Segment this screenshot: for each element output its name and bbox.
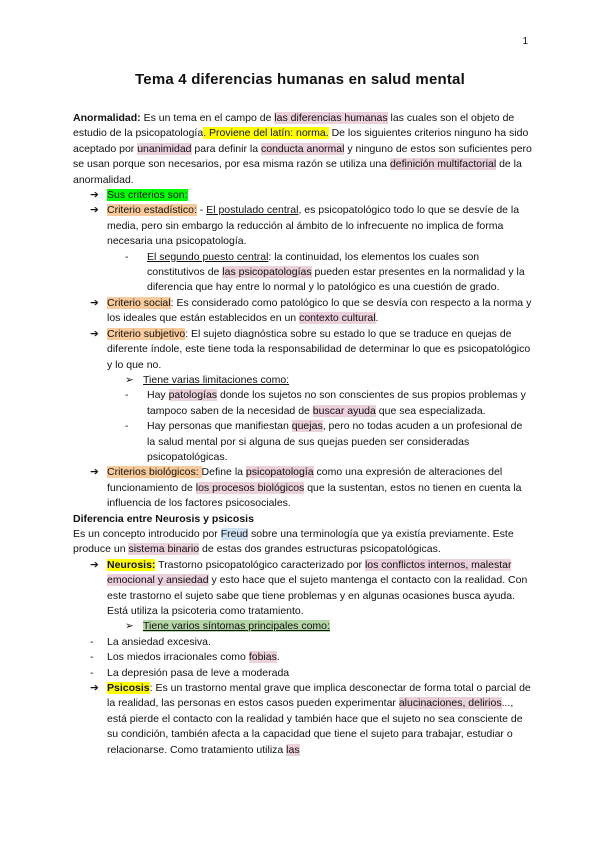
- text: Es un tema en el campo de: [140, 112, 275, 124]
- paragraph-freud: [73, 527, 533, 558]
- underlined-text: El postulado central: [206, 204, 299, 217]
- highlight: conducta anormal: [260, 142, 345, 155]
- highlight: patologías: [168, 389, 218, 402]
- highlight: Neurosis:: [107, 558, 156, 571]
- text: para definir la: [191, 142, 261, 155]
- highlight: quejas: [291, 420, 323, 433]
- text: ..., está pierde el contacto con la realidad y también hace que el sujeto no sea consciente de su condición, también afecta a la capacidad que tiene el sujeto para trabajar, estudiar o relacionarse. Como tratamiento utiliza: [107, 697, 523, 756]
- highlight: las psicopatologías: [222, 266, 312, 279]
- text: , pero no todas acuden a un profesional de la salud mental por si alguna de sus quejas pueden ser consideradas psicopatológicas.: [147, 420, 523, 463]
- arrow-bullet-icon: ➔: [90, 466, 99, 479]
- list-item: [73, 619, 533, 634]
- document-body: [73, 111, 533, 758]
- highlight: Criterio subjetivo: [107, 327, 186, 340]
- text: De los siguientes criterios ninguno ha sido aceptado por: [73, 127, 529, 155]
- text: -: [196, 204, 207, 217]
- text: Es un concepto introducido por: [73, 527, 221, 540]
- list-item: [73, 419, 533, 465]
- text: Hay: [147, 389, 169, 402]
- text: que sea especializada.: [375, 404, 486, 417]
- triangle-bullet-icon: ➢: [125, 373, 134, 386]
- list-item: [73, 373, 533, 388]
- text: : Es considerado como patológico lo que se desvía con respecto a la norma y los ideales que están establecidos en un: [107, 296, 532, 325]
- text: que la sustentan, estos no tienen en cuenta la influencia de los factores psicosociales.: [107, 481, 522, 510]
- highlight: Tiene varios síntomas principales como:: [143, 620, 330, 633]
- text: , es psicopatológico todo lo que se desvíe de la media, pero sin embargo la reducción al ámbito de lo infrecuente no implica de forma necesaria una psicopatología.: [107, 204, 520, 248]
- text: La depresión pasa de leve a moderada: [107, 666, 290, 679]
- text: Hay personas que manifiestan: [147, 420, 292, 433]
- text: : la continuidad, los elementos los cuales son constitutivos de: [147, 250, 480, 279]
- dash-bullet-icon: -: [125, 420, 129, 433]
- highlight: unanimidad: [137, 142, 192, 155]
- underlined-text: Tiene varias limitaciones como:: [143, 373, 290, 386]
- list-item: [73, 250, 533, 296]
- text: Los miedos irracionales como: [107, 651, 249, 664]
- highlight: Freud: [220, 527, 249, 540]
- highlight: buscar ayuda: [312, 404, 376, 417]
- highlight: definición multifactorial: [389, 158, 497, 171]
- highlight: . Proviene del latín: norma.: [203, 127, 329, 140]
- highlight: las: [286, 743, 300, 756]
- dash-bullet-icon: -: [90, 635, 94, 648]
- list-item: [73, 666, 533, 681]
- text: Trastorno psicopatológico caracterizado por: [155, 558, 365, 571]
- text: .: [276, 651, 280, 664]
- triangle-bullet-icon: ➢: [125, 620, 134, 633]
- text: sobre una terminología que ya existía previamente. Este produce un: [73, 527, 514, 556]
- highlight: Criterios biológicos:: [107, 466, 202, 479]
- list-item: [73, 188, 533, 203]
- highlight: Criterio social: [107, 296, 171, 309]
- list-item: [73, 203, 533, 249]
- highlight: psicopatología: [245, 466, 314, 479]
- text: La ansiedad excesiva.: [107, 635, 211, 648]
- dash-bullet-icon: -: [90, 666, 94, 679]
- text: de estas dos grandes estructuras psicopatológicas.: [199, 543, 441, 556]
- term-anormalidad: Anormalidad:: [73, 112, 141, 124]
- arrow-bullet-icon: ➔: [90, 682, 99, 695]
- text: Define la: [201, 466, 246, 479]
- underlined-text: El segundo puesto central: [147, 250, 269, 263]
- highlight: sistema binario: [128, 543, 200, 556]
- arrow-bullet-icon: ➔: [90, 296, 99, 309]
- arrow-bullet-icon: ➔: [90, 189, 99, 202]
- highlight: Criterio estadístico:: [107, 204, 197, 217]
- list-item: [73, 327, 533, 373]
- highlight: Sus criterios son:: [107, 189, 188, 202]
- text: pueden estar presentes en la normalidad y la diferencia que hay entre lo normal y lo patológico es una cuestión de grado.: [147, 266, 525, 294]
- list-item: [73, 296, 533, 327]
- text: y ninguno de estos son suficientes pero se usan porque son necesarios, por esa misma razón se utiliza una: [73, 142, 532, 171]
- paragraph-anormalidad: [73, 111, 533, 188]
- highlight: las diferencias humanas: [274, 112, 388, 124]
- highlight: contexto cultural: [299, 312, 376, 325]
- arrow-bullet-icon: ➔: [90, 204, 99, 217]
- text: .: [375, 312, 379, 325]
- section-heading: Diferencia entre Neurosis y psicosis: [73, 512, 254, 525]
- dash-bullet-icon: -: [90, 651, 94, 664]
- text: las cuales son el objeto de estudio de la psicopatología: [73, 112, 515, 140]
- highlight: fobias: [248, 651, 277, 664]
- arrow-bullet-icon: ➔: [90, 558, 99, 571]
- page-title: Tema 4 diferencias humanas en salud mental: [135, 71, 465, 88]
- highlight: los conflictos internos, malestar emocional y ansiedad: [107, 558, 512, 587]
- list-item: [73, 650, 533, 665]
- list-item: [73, 558, 533, 620]
- list-item: [73, 465, 533, 511]
- highlight: Psicosis: [107, 682, 150, 695]
- text: de la anormalidad.: [73, 158, 522, 186]
- list-item: [73, 681, 533, 758]
- highlight: alucinaciones, delirios: [398, 697, 502, 710]
- text: : Es un trastorno mental grave que implica desconectar de forma total o parcial de la realidad, las personas en estos casos pueden experimentar: [107, 682, 531, 710]
- arrow-bullet-icon: ➔: [90, 327, 99, 340]
- page-number: 1: [522, 36, 528, 47]
- text: y esto hace que el sujeto mantenga el contacto con la realidad. Con este trastorno el sujeto sabe que tiene problemas y en algunas ocasiones busca ayuda. Está utiliza la psicoteria como tratamiento.: [107, 574, 528, 617]
- text: como una expresión de alteraciones del funcionamiento de: [107, 466, 503, 494]
- dash-bullet-icon: -: [125, 389, 129, 402]
- list-item: [73, 635, 533, 650]
- text: : El sujeto diagnóstica sobre su estado lo que se traduce en quejas de diferente índole, este tiene toda la responsabilidad de determinar lo que es psicopatológico y lo que no.: [107, 327, 531, 371]
- text: donde los sujetos no son conscientes de sus propios problemas y tampoco saben de la necesidad de: [147, 389, 526, 417]
- list-item: [73, 388, 533, 419]
- dash-bullet-icon: -: [125, 250, 129, 263]
- highlight: los procesos biológicos: [195, 481, 305, 494]
